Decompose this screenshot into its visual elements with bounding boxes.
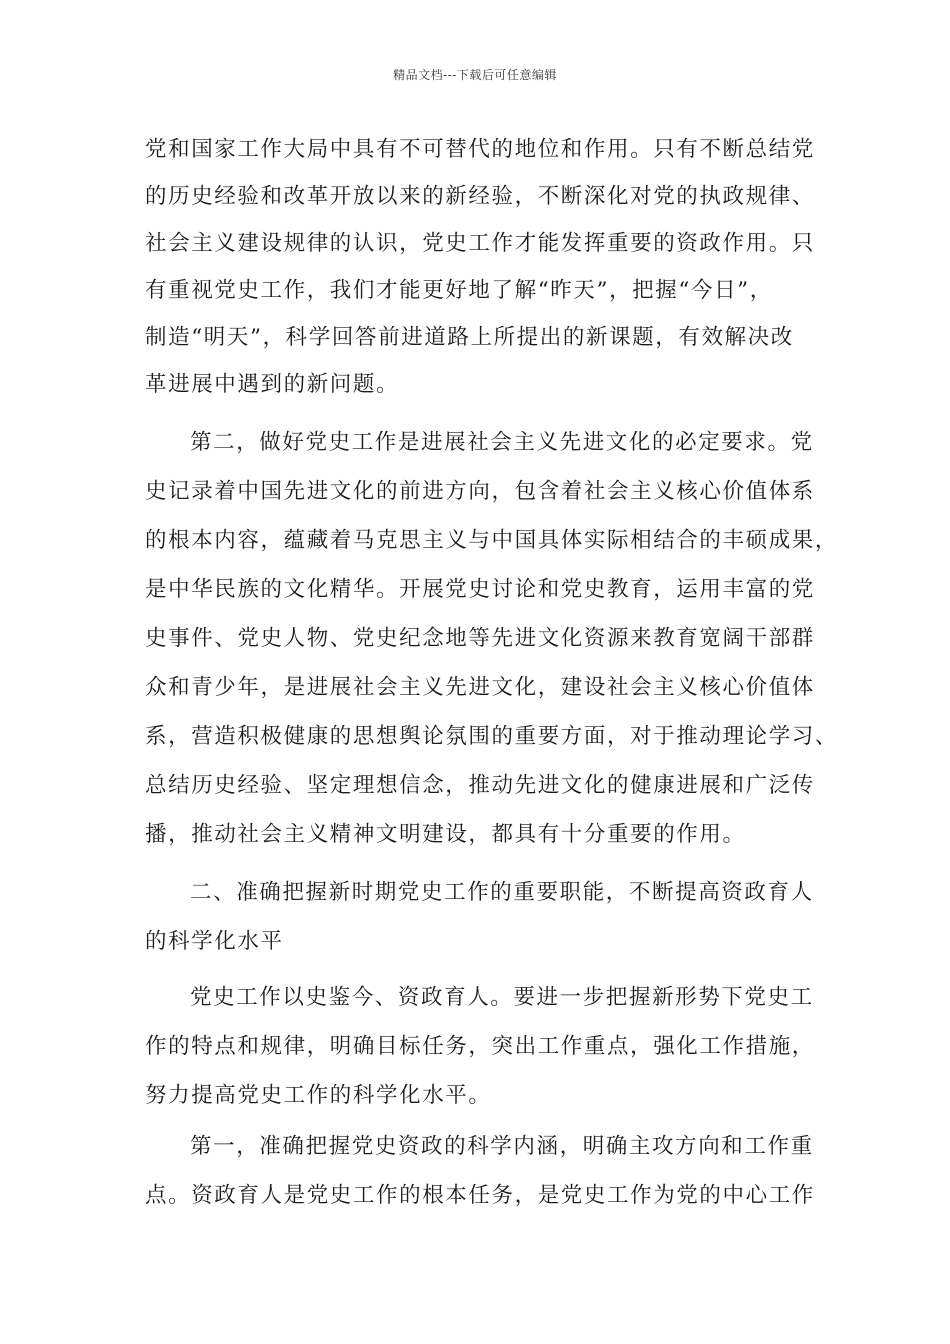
text-line: 点。资政育人是党史工作的根本任务，是党史工作为党的中心工作 [145,1183,815,1208]
text-line: 有重视党史工作，我们才能更好地了解“昨天”，把握“今日”， [145,278,773,303]
text-line: 革进展中遇到的新问题。 [145,372,400,397]
text-line: 众和青少年，是进展社会主义先进文化，建设社会主义核心价值体 [145,675,815,700]
text-line: 的历史经验和改革开放以来的新经验，不断深化对党的执政规律、 [145,184,815,209]
text-line: 史事件、党史人物、党史纪念地等先进文化资源来教育宽阔干部群 [145,626,815,651]
text-line: 系，营造积极健康的思想舆论氛围的重要方面，对于推动理论学习、 [145,724,839,749]
paragraph-first-line: 第二，做好党史工作是进展社会主义先进文化的必定要求。党 [190,430,814,455]
text-line: 作的特点和规律，明确目标任务，突出工作重点，强化工作措施， [145,1034,815,1059]
page-header: 精品文档---下载后可任意编辑 [393,68,557,82]
paragraph-first-line: 党史工作以史鉴今、资政育人。要进一步把握新形势下党史工 [190,985,814,1010]
text-line: 的根本内容，蕴藏着马克思主义与中国具体实际相结合的丰硕成果， [145,528,839,553]
text-line: 努力提高党史工作的科学化水平。 [145,1083,492,1108]
text-line: 社会主义建设规律的认识，党史工作才能发挥重要的资政作用。只 [145,231,815,256]
text-line: 制造“明天”，科学回答前进道路上所提出的新课题，有效解决改 [145,325,794,350]
paragraph-first-line: 第一，准确把握党史资政的科学内涵，明确主攻方向和工作重 [190,1134,814,1159]
section-heading-line: 二、准确把握新时期党史工作的重要职能，不断提高资政育人 [190,880,814,905]
text-line: 是中华民族的文化精华。开展党史讨论和党史教育，运用丰富的党 [145,577,815,602]
text-line: 播，推动社会主义精神文明建设，都具有十分重要的作用。 [145,822,746,847]
section-heading-line: 的科学化水平 [145,929,284,954]
text-line: 史记录着中国先进文化的前进方向，包含着社会主义核心价值体系 [145,479,815,504]
text-line: 总结历史经验、坚定理想信念，推动先进文化的健康进展和广泛传 [145,773,815,798]
text-line: 党和国家工作大局中具有不可替代的地位和作用。只有不断总结党 [145,137,815,162]
